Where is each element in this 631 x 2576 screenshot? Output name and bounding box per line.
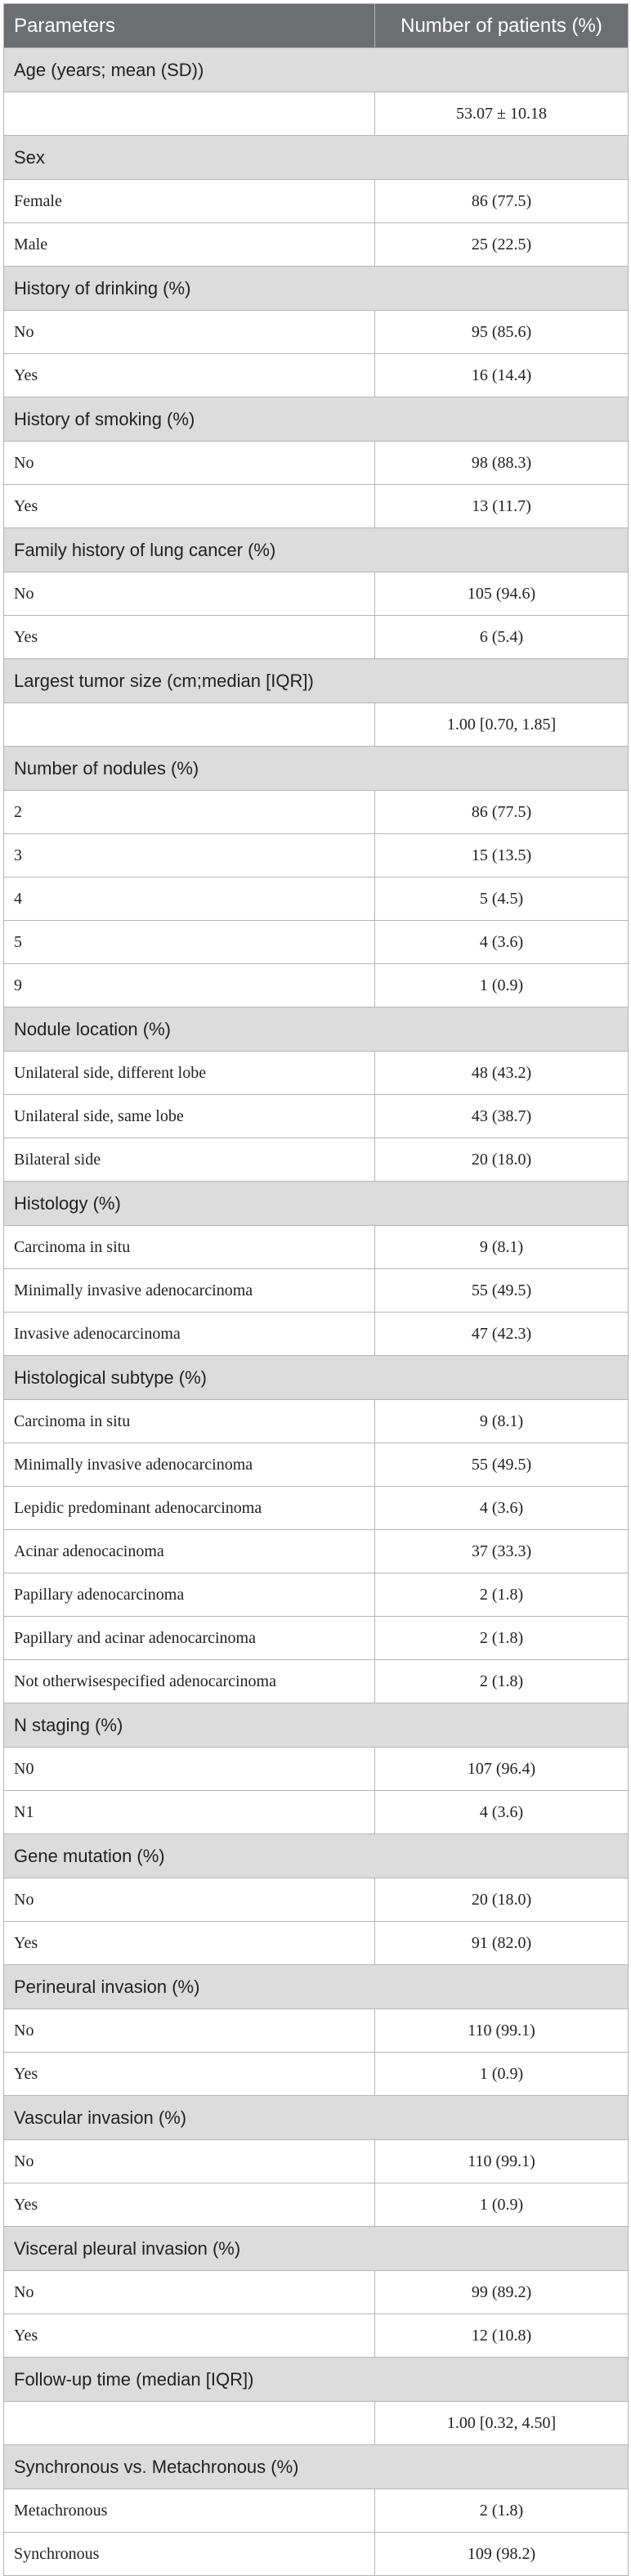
section-title: Largest tumor size (cm;median [IQR]) (4, 659, 629, 703)
table-row (4, 791, 629, 834)
row-label: Carcinoma in situ (4, 1400, 375, 1443)
row-value: 55 (49.5) (375, 1269, 629, 1313)
table-row (4, 1443, 629, 1487)
row-value: 53.07 ± 10.18 (375, 92, 629, 136)
table-row (4, 572, 629, 616)
row-label: Acinar adenocacinoma (4, 1530, 375, 1573)
row-value: 1.00 [0.70, 1.85] (375, 703, 629, 747)
section-header-row (4, 1703, 629, 1748)
row-label: Male (4, 223, 375, 267)
row-label: N1 (4, 1791, 375, 1834)
row-value: 2 (1.8) (375, 1617, 629, 1660)
row-label: 5 (4, 921, 375, 964)
section-title: Visceral pleural invasion (%) (4, 2227, 629, 2271)
table-row (4, 2271, 629, 2314)
row-value: 95 (85.6) (375, 311, 629, 354)
row-label: 3 (4, 834, 375, 877)
table-row (4, 180, 629, 223)
row-label: Minimally invasive adenocarcinoma (4, 1443, 375, 1487)
row-value: 4 (3.6) (375, 921, 629, 964)
row-label (4, 2402, 375, 2445)
table-row (4, 834, 629, 877)
row-value: 105 (94.6) (375, 572, 629, 616)
table-row (4, 1660, 629, 1703)
section-title: Vascular invasion (%) (4, 2096, 629, 2140)
table-row (4, 2053, 629, 2096)
row-label: Yes (4, 2183, 375, 2227)
row-label: 9 (4, 964, 375, 1008)
row-value: 20 (18.0) (375, 1138, 629, 1182)
table-row (4, 2009, 629, 2053)
row-value: 20 (18.0) (375, 1878, 629, 1922)
table-row (4, 1791, 629, 1834)
row-value: 1 (0.9) (375, 964, 629, 1008)
row-value: 9 (8.1) (375, 1226, 629, 1269)
row-label: Yes (4, 616, 375, 659)
row-label: 2 (4, 791, 375, 834)
table-row (4, 2183, 629, 2227)
section-header-row (4, 2227, 629, 2271)
table-row (4, 1878, 629, 1922)
row-value: 16 (14.4) (375, 354, 629, 397)
row-value: 15 (13.5) (375, 834, 629, 877)
section-header-row (4, 1356, 629, 1400)
table-row (4, 1617, 629, 1660)
table-row (4, 1487, 629, 1530)
table-row (4, 877, 629, 921)
table-row (4, 2140, 629, 2183)
row-label: Papillary adenocarcinoma (4, 1573, 375, 1617)
row-label: No (4, 311, 375, 354)
section-header-row (4, 1965, 629, 2009)
row-label: Female (4, 180, 375, 223)
table-row (4, 1748, 629, 1791)
row-value: 91 (82.0) (375, 1922, 629, 1965)
row-label: Yes (4, 1922, 375, 1965)
row-label: No (4, 1878, 375, 1922)
table-row (4, 485, 629, 528)
row-label: Unilateral side, same lobe (4, 1095, 375, 1138)
table-row (4, 311, 629, 354)
table-row (4, 1573, 629, 1617)
section-title: Perineural invasion (%) (4, 1965, 629, 2009)
row-value: 110 (99.1) (375, 2009, 629, 2053)
section-header-row (4, 528, 629, 572)
section-title: Follow-up time (median [IQR]) (4, 2358, 629, 2402)
row-value: 110 (99.1) (375, 2140, 629, 2183)
section-header-row (4, 2096, 629, 2140)
table-row (4, 1052, 629, 1095)
section-title: Gene mutation (%) (4, 1834, 629, 1878)
row-label: Minimally invasive adenocarcinoma (4, 1269, 375, 1313)
row-label: Yes (4, 2314, 375, 2358)
section-header-row (4, 1834, 629, 1878)
row-label: No (4, 572, 375, 616)
section-title: Number of nodules (%) (4, 747, 629, 791)
row-value: 4 (3.6) (375, 1791, 629, 1834)
section-header-row (4, 747, 629, 791)
table-row (4, 1313, 629, 1356)
row-value: 43 (38.7) (375, 1095, 629, 1138)
row-label: Yes (4, 485, 375, 528)
row-value: 9 (8.1) (375, 1400, 629, 1443)
section-title: Sex (4, 136, 629, 180)
row-label: Yes (4, 354, 375, 397)
row-value: 47 (42.3) (375, 1313, 629, 1356)
section-header-row (4, 1008, 629, 1052)
row-value: 5 (4.5) (375, 877, 629, 921)
header-parameters: Parameters (4, 4, 375, 48)
table-row (4, 442, 629, 485)
row-label: Carcinoma in situ (4, 1226, 375, 1269)
row-value: 55 (49.5) (375, 1443, 629, 1487)
section-header-row (4, 48, 629, 92)
table-row (4, 1922, 629, 1965)
table-row (4, 1138, 629, 1182)
row-label: Yes (4, 2053, 375, 2096)
patient-characteristics-table (3, 3, 629, 2576)
row-label: N0 (4, 1748, 375, 1791)
row-label: No (4, 2271, 375, 2314)
row-label: Not otherwisespecified adenocarcinoma (4, 1660, 375, 1703)
section-header-row (4, 659, 629, 703)
row-label: Lepidic predominant adenocarcinoma (4, 1487, 375, 1530)
table-row (4, 616, 629, 659)
row-value: 109 (98.2) (375, 2533, 629, 2576)
row-value: 98 (88.3) (375, 442, 629, 485)
table-row (4, 1226, 629, 1269)
row-value: 1 (0.9) (375, 2053, 629, 2096)
table-row (4, 2489, 629, 2533)
row-label: No (4, 2140, 375, 2183)
table-row (4, 1095, 629, 1138)
table-row (4, 92, 629, 136)
section-title: Histological subtype (%) (4, 1356, 629, 1400)
row-label: Papillary and acinar adenocarcinoma (4, 1617, 375, 1660)
row-value: 1.00 [0.32, 4.50] (375, 2402, 629, 2445)
row-label: Synchronous (4, 2533, 375, 2576)
table-row (4, 2314, 629, 2358)
row-value: 48 (43.2) (375, 1052, 629, 1095)
section-title: History of drinking (%) (4, 267, 629, 311)
row-label: Unilateral side, different lobe (4, 1052, 375, 1095)
row-value: 99 (89.2) (375, 2271, 629, 2314)
row-label: No (4, 442, 375, 485)
table-row (4, 1400, 629, 1443)
table-row (4, 354, 629, 397)
section-title: Histology (%) (4, 1182, 629, 1226)
section-header-row (4, 136, 629, 180)
row-label: Bilateral side (4, 1138, 375, 1182)
section-header-row (4, 397, 629, 442)
row-value: 86 (77.5) (375, 180, 629, 223)
patient-characteristics-table-wrapper (3, 3, 628, 2576)
row-value: 37 (33.3) (375, 1530, 629, 1573)
table-row (4, 223, 629, 267)
row-label (4, 92, 375, 136)
row-value: 13 (11.7) (375, 485, 629, 528)
row-value: 2 (1.8) (375, 1573, 629, 1617)
table-body (4, 48, 629, 2576)
section-title: Family history of lung cancer (%) (4, 528, 629, 572)
row-value: 2 (1.8) (375, 1660, 629, 1703)
table-row (4, 2402, 629, 2445)
row-value: 12 (10.8) (375, 2314, 629, 2358)
row-value: 6 (5.4) (375, 616, 629, 659)
row-label: No (4, 2009, 375, 2053)
table-row (4, 1530, 629, 1573)
section-title: Age (years; mean (SD)) (4, 48, 629, 92)
table-row (4, 2533, 629, 2576)
row-value: 4 (3.6) (375, 1487, 629, 1530)
section-header-row (4, 1182, 629, 1226)
row-label: 4 (4, 877, 375, 921)
section-title: History of smoking (%) (4, 397, 629, 442)
section-header-row (4, 267, 629, 311)
row-value: 107 (96.4) (375, 1748, 629, 1791)
section-title: Nodule location (%) (4, 1008, 629, 1052)
row-value: 1 (0.9) (375, 2183, 629, 2227)
table-row (4, 703, 629, 747)
section-title: Synchronous vs. Metachronous (%) (4, 2445, 629, 2489)
row-value: 2 (1.8) (375, 2489, 629, 2533)
row-value: 86 (77.5) (375, 791, 629, 834)
table-row (4, 921, 629, 964)
header-number-of-patients: Number of patients (%) (375, 4, 629, 48)
row-value: 25 (22.5) (375, 223, 629, 267)
table-row (4, 964, 629, 1008)
row-label: Metachronous (4, 2489, 375, 2533)
table-row (4, 1269, 629, 1313)
section-header-row (4, 2358, 629, 2402)
table-header-row (4, 4, 629, 48)
row-label: Invasive adenocarcinoma (4, 1313, 375, 1356)
section-header-row (4, 2445, 629, 2489)
row-label (4, 703, 375, 747)
section-title: N staging (%) (4, 1703, 629, 1748)
